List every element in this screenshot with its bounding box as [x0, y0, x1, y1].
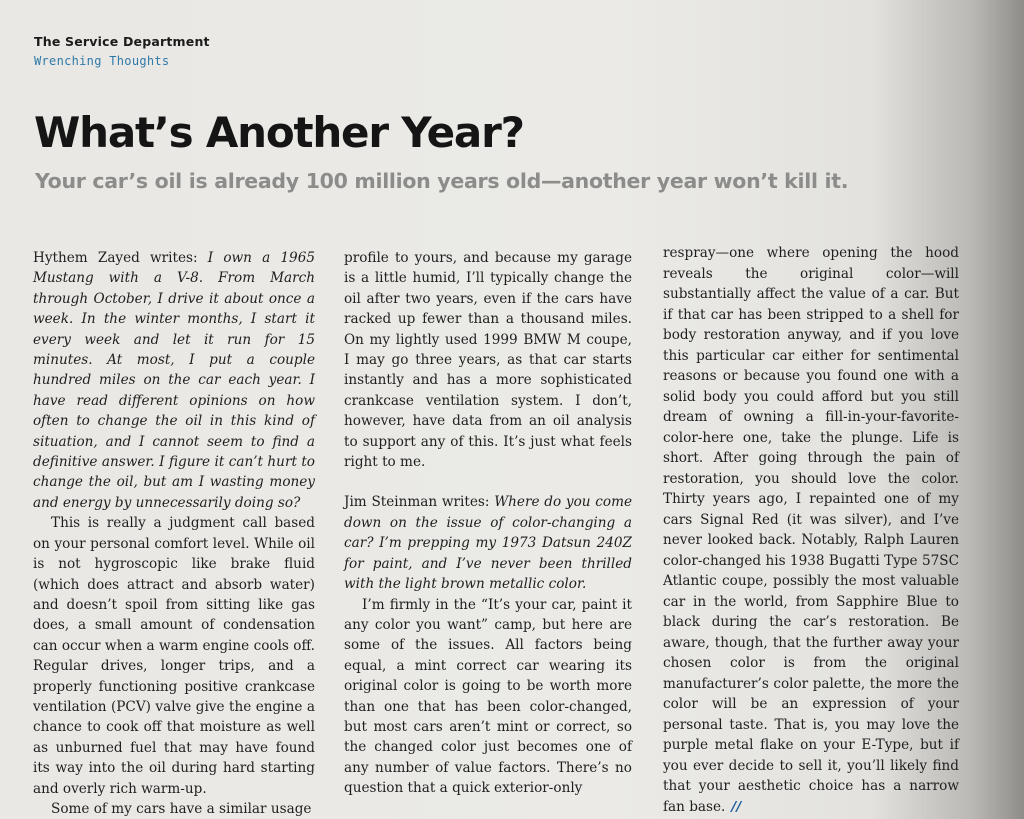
- letter-2: [344, 492, 632, 594]
- article-headline: What’s Another Year?: [34, 108, 524, 157]
- letter-1-writer: Hythem Zayed writes:: [33, 250, 208, 266]
- answer-2-start: I’m firmly in the “It’s your car, paint it any color you want” camp, but here are some of the issues. All factors being equal, a mint correct car wearing its original color is going to be worth more than one that has been color-changed, but most cars aren’t mint or correct, so the changed color just becomes one of any number of value factors. There’s no question that a quick exterior-only: [344, 596, 632, 797]
- letter-1-question: I own a 1965 Mustang with a V-8. From March through October, I drive it about once a week. In the winter months, I start it every week and let it run for 15 minutes. At most, I put a couple hundred miles on the car each year. I have read different opinions on how often to change the oil in this kind of situation, and I cannot seem to find a definitive answer. I figure it can’t hurt to change the oil, but am I wasting money and energy by unnecessarily doing so?: [33, 250, 315, 511]
- end-mark-icon: //: [731, 798, 742, 815]
- column-name: Wrenching Thoughts: [34, 54, 170, 68]
- letter-2-question: Where do you come down on the issue of color-changing a car? I’m prepping my 1973 Datsun 240Z for paint, and I’ve never been thrilled with the light brown metallic color.: [344, 494, 633, 593]
- letter-1: [33, 248, 315, 513]
- answer-1-paragraph-2-cont: profile to yours, and because my garage is a little humid, I’ll typically change the oil after two years, even if the cars have racked up fewer than a thousand miles. On my lightly used 1999 BMW M coupe, I may go three years, as that car starts instantly and has a more sophisticated crankcase ventilation system. I don’t, however, have data from an oil analysis to support any of this. It’s just what feels right to me.: [344, 250, 632, 471]
- answer-1-paragraph-2-start: Some of my cars have a similar usage: [51, 800, 312, 817]
- text-column-1: [33, 248, 315, 819]
- text-column-2: [344, 248, 632, 799]
- answer-1-paragraph-1: This is really a judgment call based on your personal comfort level. While oil is not hygroscopic like brake fluid (which does attract and absorb water) and doesn’t spoil from sitting like gas does, a small amount of condensation can occur when a warm engine cools off. Regular drives, longer trips, and a properly functioning positive crankcase ventilation (PCV) valve give the engine a chance to cook off that moisture as well as unburned fuel that may have found its way into the oil during hard starting and overly rich warm-up.: [33, 515, 315, 797]
- letter-2-writer: Jim Steinman writes:: [344, 494, 495, 511]
- department-label: The Service Department: [34, 34, 210, 49]
- text-column-3: [663, 243, 959, 817]
- article-deck: Your car’s oil is already 100 million years old—another year won’t kill it.: [35, 169, 849, 193]
- answer-2-cont: respray—one where opening the hood reveals the original color—will substantially affect the value of a car. But if that car has been stripped to a shell for body restoration anyway, and if you love this particular car either for sentimental reasons or because you found one with a solid body you could afford but you still dream of owning a fill-in-your-favorite-color-here one, take the plunge. Life is short. After going through the pain of restoration, you should love the color. Thirty years ago, I repainted one of my cars Signal Red (it was silver), and I’ve never looked back. Notably, Ralph Lauren color-changed his 1938 Bugatti Type 57SC Atlantic coupe, possibly the most valuable car in the world, from Sapphire Blue to black during the car’s restoration. Be aware, though, that the further away your chosen color is from the original manufacturer’s color palette, the more the color will be an expression of your personal taste. That is, you may love the purple metal flake on your E-Type, but if you ever decide to sell it, you’ll likely find that your aesthetic choice has a narrow fan base. //: [663, 243, 959, 817]
